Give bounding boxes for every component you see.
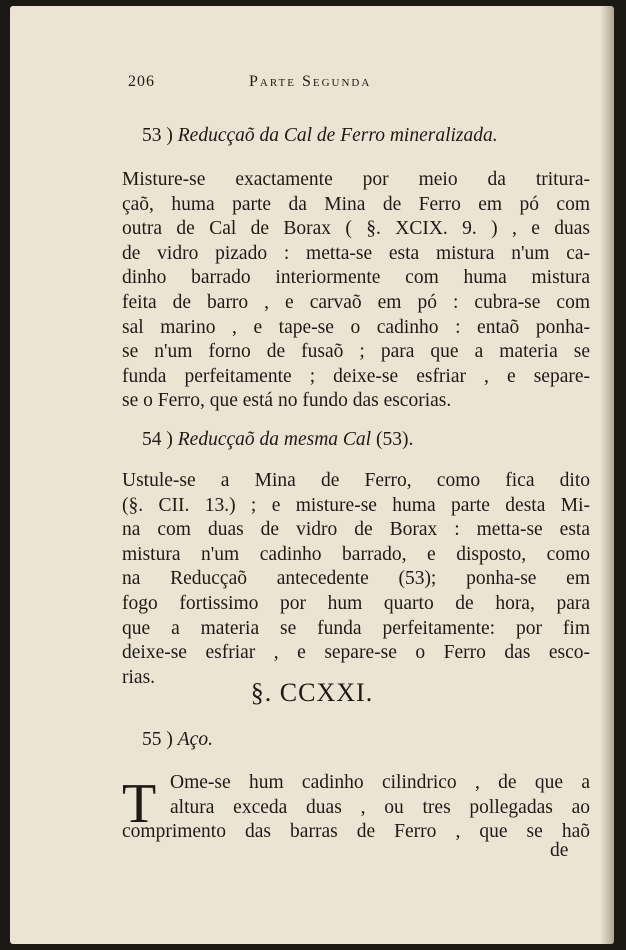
running-title: Parte Segunda [249,73,372,90]
heading-number: 54 ) [142,429,173,450]
text-line: fogo fortissimo por hum quarto de hora, para [122,593,590,614]
heading-text: Reducçaõ da Cal de Ferro mineralizada. [177,125,498,146]
heading-number: 53 ) [142,125,173,146]
text-line: se n'um forno de fusaõ ; para que a materia se [122,341,590,363]
running-header [128,70,371,94]
text-line: que a materia se funda perfeitamente: por fim [122,617,590,639]
heading-text: Aço. [177,729,213,750]
text-line: se o Ferro, que está no fundo das escorias. [122,390,452,412]
text-line: Misture-se exactamente por meio da tritura- [122,169,590,190]
heading-reference: (53). [375,429,414,450]
text-line: mistura n'um cadinho barrado, e disposto, como [122,543,590,565]
text-line: na Reducçaõ antecedente (53); ponha-se em [122,568,590,590]
text-line: çaõ, huma parte da Mina de Ferro em pó com [122,193,590,215]
text-line: deixe-se esfriar , e separe-se o Ferro das esco- [122,642,590,664]
section-55-heading [142,728,213,752]
heading-number: 55 ) [142,729,173,750]
text-line: Ustule-se a Mina de Ferro, como fica dito [122,470,590,491]
page-number: 206 [128,73,155,90]
text-line: na com duas de vidro de Borax : metta-se esta [122,519,590,541]
text-line: (§. CII. 13.) ; e misture-se huma parte desta Mi- [122,494,590,516]
text-line: sal marino , e tape-se o cadinho : entaõ ponha- [122,316,590,338]
text-line: comprimento das barras de Ferro , que se haõ [122,821,590,843]
text-line: de vidro pizado : metta-se esta mistura n'um ca- [122,242,590,264]
heading-text: Reducçaõ da mesma Cal [177,429,372,450]
book-page [10,6,614,944]
page-edge-shadow [600,6,614,944]
section-53-heading [142,124,498,148]
text-line: feita de barro , e carvaõ em pó : cubra-se com [122,292,590,313]
text-line: Ome-se hum cadinho cilindrico , de que a [170,772,590,793]
text-line: altura exceda duas , ou tres pollegadas ao [170,796,590,818]
catchword: de [550,840,569,861]
page-text [10,6,614,944]
text-line: dinho barrado interiormente com huma mistura [122,267,590,289]
drop-cap: T [122,773,157,835]
section-54-heading [142,428,413,452]
text-line: funda perfeitamente ; deixe-se esfriar , e separe- [122,365,590,387]
section-mark: §. CCXXI. [250,678,374,707]
text-line: rias. [122,666,156,688]
text-line: outra de Cal de Borax ( §. XCIX. 9. ) , e duas [122,218,590,240]
